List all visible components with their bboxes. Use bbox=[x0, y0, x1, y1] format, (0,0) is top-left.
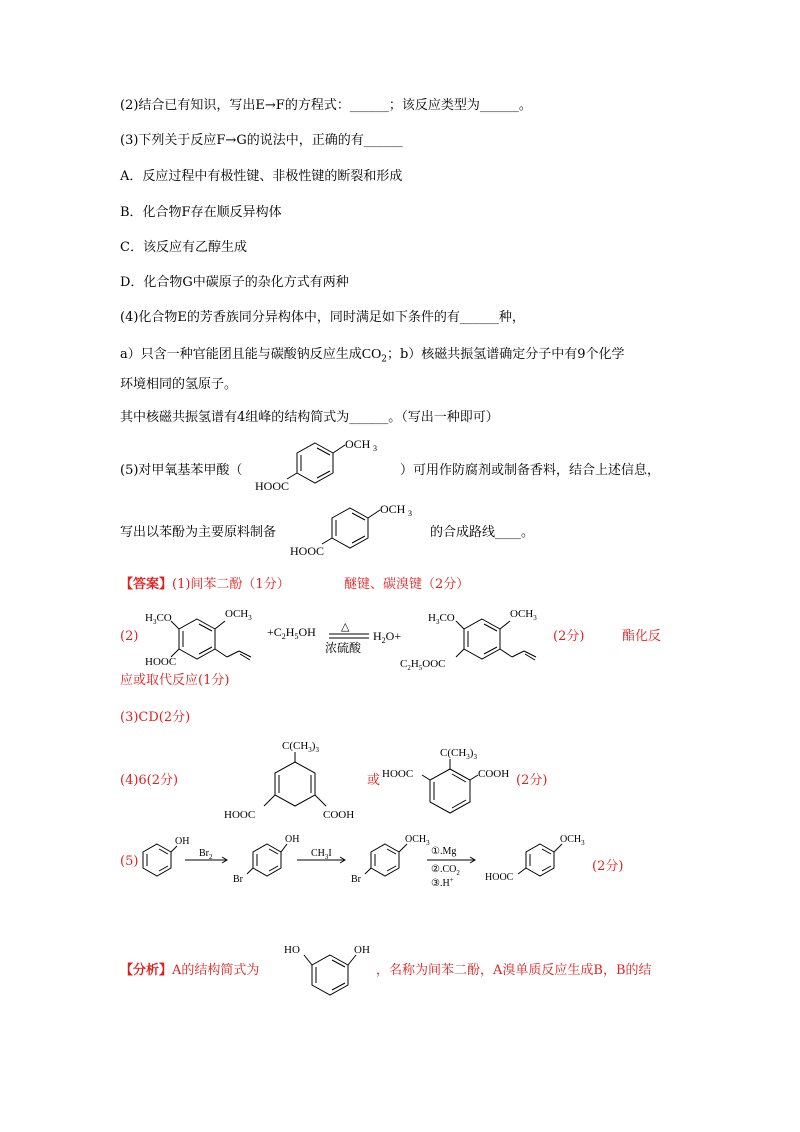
answer-1b: 醚键、碳溴键（2分） bbox=[344, 577, 470, 592]
ch3i-reagent: $CH_3I$ bbox=[311, 848, 332, 861]
product-f-structure bbox=[400, 605, 560, 675]
resorcinol-structure bbox=[282, 935, 382, 1005]
hooc-label-i2: HOOC bbox=[382, 768, 414, 780]
question-4-condition-line2: 环境相同的氢原子。 bbox=[120, 377, 238, 392]
hooc-label-e: HOOC bbox=[145, 656, 177, 668]
option-c: C．该反应有乙醇生成 bbox=[120, 240, 247, 255]
isomer-1-structure bbox=[220, 738, 370, 823]
analysis-tag: 【分析】 bbox=[120, 963, 173, 978]
br-label-2: Br bbox=[351, 874, 361, 885]
och3-label-2: OCH bbox=[380, 502, 406, 516]
answer-4: (4)6(2分) bbox=[120, 773, 179, 788]
och3-label-e: $OCH_3$ bbox=[225, 608, 252, 622]
hooc-label-p: HOOC bbox=[485, 872, 514, 883]
answer-4-or: 或 bbox=[367, 773, 381, 788]
question-4: (4)化合物E的芳香族同分异构体中，同时满足如下条件的有______种， bbox=[120, 310, 525, 325]
answer-2-type: 酯化反 bbox=[622, 629, 662, 644]
reaction-conditions bbox=[265, 612, 415, 662]
co2-formula: CO bbox=[361, 347, 382, 362]
och3-label-p: $OCH_3$ bbox=[560, 834, 585, 847]
question-5-line2-post: 的合成路线____。 bbox=[430, 525, 535, 540]
mg-step: ①.Mg bbox=[431, 846, 457, 857]
p-methoxybenzoic-acid-structure bbox=[255, 435, 400, 495]
option-a: A．反应过程中有极性键、非极性键的断裂和形成 bbox=[120, 169, 403, 184]
answer-tag: 【答案】 bbox=[120, 577, 173, 592]
question-5-pre: (5)对甲氧基苯甲酸（ bbox=[120, 463, 243, 478]
water-label: $H_2O+$ bbox=[373, 629, 402, 645]
option-b: B．化合物F存在顺反异构体 bbox=[120, 205, 282, 220]
condition-a-text: a）只含一种官能团且能与碳酸钠反应生成 bbox=[120, 347, 362, 362]
question-3: (3)下列关于反应F→G的说法中，正确的有______ bbox=[120, 133, 403, 148]
hooc-label: HOOC bbox=[255, 479, 290, 493]
och3-label: OCH bbox=[345, 437, 371, 451]
reactant-e-structure bbox=[145, 605, 265, 675]
br-label-1: Br bbox=[233, 874, 243, 885]
ethanol-label: $+C_2H_5OH$ bbox=[267, 625, 316, 641]
question-4-condition bbox=[120, 346, 625, 369]
ho-label: HO bbox=[284, 944, 300, 956]
heat-symbol: △ bbox=[341, 621, 350, 633]
analysis-post: ，名称为间苯二酚，A溴单质反应生成B，B的结 bbox=[376, 963, 652, 978]
catalyst-label: 浓硫酸 bbox=[325, 641, 362, 655]
acid-step: ③.H+ bbox=[431, 876, 454, 889]
tbutyl-label: $C(CH_3)_3$ bbox=[282, 740, 319, 754]
answer-3: (3)CD(2分) bbox=[120, 710, 191, 725]
answer-2-type-line2: 应或取代反应(1分) bbox=[120, 673, 230, 688]
question-5-line2-pre: 写出以苯酚为主要原料制备 bbox=[120, 525, 277, 540]
p-methoxybenzoic-acid-structure-2 bbox=[290, 500, 435, 560]
hooc-label-i1: HOOC bbox=[224, 809, 256, 821]
answer-2-number: (2) bbox=[120, 629, 139, 644]
co2-subscript: 2 bbox=[381, 354, 387, 365]
oh-label-1: OH bbox=[175, 836, 190, 847]
co2-step: $②.CO_2$ bbox=[431, 864, 460, 877]
h3co-label-f: $H_3CO$ bbox=[428, 612, 455, 626]
answer-5-number: (5) bbox=[120, 854, 139, 869]
answer-line-1 bbox=[120, 576, 290, 594]
answer-5-score: (2分) bbox=[592, 859, 624, 874]
option-d: D．化合物G中碳原子的杂化方式有两种 bbox=[120, 275, 349, 290]
ester-label: $C_2H_5OOC$ bbox=[400, 658, 446, 672]
analysis-pre-text: A的结构简式为 bbox=[172, 963, 260, 978]
oh-label-res: OH bbox=[354, 944, 370, 956]
analysis-pre bbox=[120, 962, 259, 980]
och3-label-f: $OCH_3$ bbox=[510, 608, 537, 622]
answer-1: (1)间苯二酚（1分） bbox=[172, 577, 290, 592]
question-2: (2)结合已有知识，写出E→F的方程式：______；该反应类型为______。 bbox=[120, 98, 532, 113]
synthesis-route bbox=[135, 830, 595, 890]
isomer-2-structure bbox=[378, 745, 518, 825]
answer-2-score: (2分) bbox=[553, 629, 585, 644]
hooc-label-2: HOOC bbox=[290, 544, 325, 558]
cooh-label-i2: COOH bbox=[478, 768, 510, 780]
question-4-last: 其中核磁共振氢谱有4组峰的结构简式为______。（写出一种即可） bbox=[120, 410, 499, 425]
br2-reagent: $Br_2$ bbox=[199, 848, 213, 861]
cooh-label-i1: COOH bbox=[323, 809, 355, 821]
och3-label-r: $OCH_3$ bbox=[405, 834, 430, 847]
answer-4-score: (2分) bbox=[516, 773, 548, 788]
question-5-post: ）可用作防腐剂或制备香料，结合上述信息， bbox=[400, 463, 661, 478]
condition-b-text: ；b）核磁共振氢谱确定分子中有9个化学 bbox=[386, 347, 625, 362]
tbutyl-label-2: $C(CH_3)_3$ bbox=[440, 747, 477, 761]
oh-label-2: OH bbox=[285, 834, 300, 845]
och3-sub: 3 bbox=[373, 444, 377, 453]
h3co-label: $H_3CO$ bbox=[145, 612, 172, 626]
och3-sub-2: 3 bbox=[408, 509, 412, 518]
